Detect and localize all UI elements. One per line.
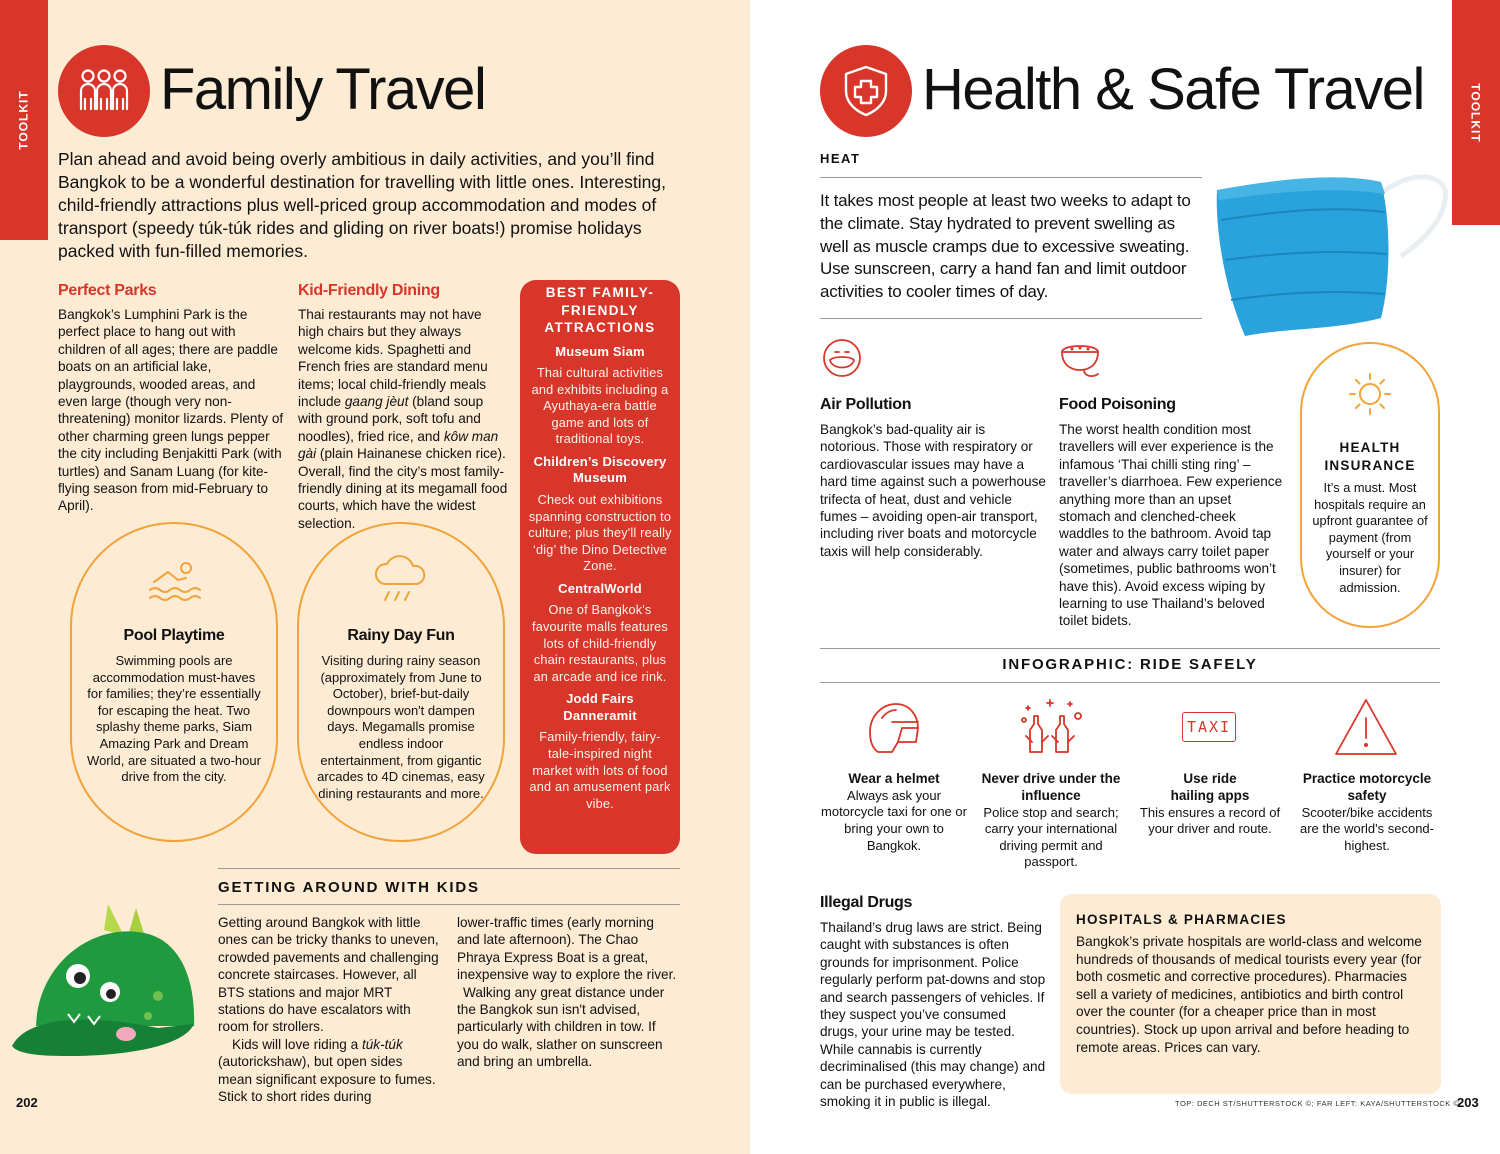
- heat-heading: HEAT: [820, 151, 861, 166]
- best-item-name: CentralWorld: [558, 580, 642, 596]
- air-pollution-text: Bangkok’s bad-quality air is notorious. Those with respiratory or cardiovascular issues may have a hard time against such a powerhouse trifecta of heat, dust and vehicle fumes – avoiding open-air transport, including river boats and motorcycle taxis will help considerably.: [820, 422, 1046, 559]
- hospitals-heading: HOSPITALS & PHARMACIES: [1076, 912, 1287, 927]
- divider: [218, 904, 680, 905]
- illegal-drugs-heading: Illegal Drugs: [820, 894, 913, 911]
- ride-item: [1292, 771, 1442, 854]
- best-item-text: Check out exhibitions spanning construction to culture; plus they'll really ‘dig’ the Dino Detective Zone.: [528, 492, 672, 574]
- parks-text: Bangkok’s Lumphini Park is the perfect place to hang out with children of all ages; there are paddle boats on an artificial lake, playgrounds, wooded areas, and even large (though very non-threatening) monitor lizards. Plenty of other charming green lungs pepper the city including Benjakitti Park (with turtles) and Sanam Luang (for kite-flying season from mid-February to April).: [58, 307, 284, 514]
- taxi-sign-icon: TAXI: [1182, 712, 1236, 742]
- ride-item: [1136, 771, 1284, 838]
- medical-shield-icon: [820, 45, 912, 137]
- best-item-text: One of Bangkok's favourite malls features lots of child-friendly chain restaurants, plus an arcade and ice rink.: [532, 603, 668, 684]
- ride-item-text: This ensures a record of your driver and route.: [1139, 804, 1281, 837]
- health-insurance-pill: [1300, 342, 1440, 628]
- page-number-right: 203: [1457, 1095, 1479, 1110]
- hospitals-text: Bangkok’s private hospitals are world-class and welcome hundreds of thousands of medical tourists every year (for both cosmetic and corrective procedures). Pharmacies sell a variety of medicines, antibiotics and birth control over the counter (for a cheaper price than in most countries). Stock up upon arrival and before heading to remote areas. Prices can vary.: [1076, 934, 1422, 1055]
- air-pollution-heading: Air Pollution: [820, 396, 912, 413]
- best-item: [528, 581, 672, 685]
- rainy-day-pill: [297, 522, 505, 842]
- heat-text: It takes most people at least two weeks to adapt to the climate. Stay hydrated to prevent swelling as well as muscle cramps due to excessive sweating. Use sunscreen, carry a hand fan and limit outdoor activities to cooler times of day.: [820, 191, 1191, 302]
- ride-item-text: Scooter/bike accidents are the world's second-highest.: [1300, 804, 1434, 853]
- family-icon: [58, 45, 150, 137]
- getting-around-paragraph: Kids will love riding a túk-túk (autorickshaw), but open sides mean significant exposure to fumes. Stick to short rides during: [218, 1036, 436, 1105]
- getting-around-paragraph: lower-traffic times (early morning and late afternoon). The Chao Phraya Express Boat is a great, inexpensive way to explore the river.: [457, 915, 677, 983]
- bowl-icon: [1058, 336, 1106, 385]
- toolkit-tab-right: [1452, 0, 1500, 225]
- pool-text: Swimming pools are accommodation must-haves for families; they’re essentially for escaping the heat. Two splashy theme parks, Siam Amazing Park and Dream World, are situated a two-hour drive from the city.: [87, 653, 261, 785]
- getting-around-heading: GETTING AROUND WITH KIDS: [218, 879, 480, 896]
- best-item-name: Museum Siam: [555, 343, 645, 359]
- helmet-icon: [862, 698, 922, 763]
- ride-item: [820, 771, 968, 854]
- pool-playtime-pill: [70, 522, 278, 842]
- ride-item-title: Practice motorcycle safety: [1302, 771, 1432, 803]
- face-mask-person-icon: [820, 336, 864, 385]
- dining-text: Thai restaurants may not have high chairs but they always welcome kids. Spaghetti and French fries are standard menu items; local child-friendly meals include gaang jèut (bland soup with ground pork, soft tofu and noodles), fried rice, and kôw man gài (plain Hainanese chicken rice). Overall, find the city’s most family-friendly dining at its megamall food courts, which have the widest selection.: [298, 307, 508, 531]
- dino-cap-image: [8, 896, 208, 1086]
- best-attractions-box: [520, 280, 680, 854]
- best-item: [528, 691, 672, 812]
- illegal-drugs-text: Thailand’s drug laws are strict. Being caught with substances is often grounds for imprisonment. Police regularly perform pat-downs and stop and search passengers of vehicles. If they suspect you’ve consumed drugs, your urine may be tested. While cannabis is currently decriminalised (this may change) and can be purchased everywhere, smoking it in public is illegal.: [820, 920, 1046, 1110]
- toolkit-tab-label: TOOLKIT: [17, 90, 32, 150]
- face-mask-image: [1205, 160, 1455, 355]
- hospitals-box: [1060, 894, 1441, 1094]
- page-number-left: 202: [16, 1095, 38, 1110]
- food-poisoning-text: The worst health condition most travellers will ever experience is the infamous ‘Thai chilli sting ring’ – traveller’s diarrhoea. Few experience anything more than an upset stomach and clenched-cheek waddles to the bathroom. Avoid tap water and always carry toilet paper (sometimes, public bathrooms won’t have this). Avoid excess wiping by learning to use Thailand’s beloved toilet bidets.: [1059, 422, 1283, 629]
- best-item-text: Family-friendly, fairy-tale-inspired night market with lots of food and an amusement park vibe.: [529, 730, 671, 811]
- rainy-heading: Rainy Day Fun: [347, 627, 455, 644]
- divider: [820, 177, 1202, 178]
- sun-icon: [1346, 370, 1394, 423]
- ride-item-title: Never drive under the influence: [981, 771, 1121, 803]
- drinks-icon: [1020, 696, 1084, 763]
- toolkit-tab-label: TOOLKIT: [1469, 82, 1484, 143]
- ride-item-text: Police stop and search; carry your international driving permit and passport.: [983, 804, 1119, 870]
- getting-around-paragraph: Getting around Bangkok with little ones can be tricky thanks to uneven, crowded pavements and challenging concrete staircases. However, all BTS stations and major MRT stations do have escalators with room for strollers.: [218, 915, 439, 1035]
- page-title-health: Health & Safe Travel: [922, 57, 1424, 122]
- food-poisoning-heading: Food Poisoning: [1059, 396, 1176, 413]
- ride-item-title: Use ride hailing apps: [1170, 771, 1250, 803]
- divider: [820, 648, 1440, 649]
- photo-credit: TOP: DECH ST/SHUTTERSTOCK ©; FAR LEFT: KAYA/SHUTTERSTOCK ©: [1175, 1099, 1460, 1108]
- divider: [820, 682, 1440, 683]
- best-item-name: Jodd Fairs Danneramit: [563, 691, 637, 723]
- best-item-text: Thai cultural activities and exhibits including a Ayuthaya-era battle game and lots of traditional toys.: [531, 366, 669, 447]
- swimmer-icon: [146, 556, 206, 611]
- divider: [820, 318, 1202, 319]
- insurance-text: It’s a must. Most hospitals require an upfront guarantee of payment (from yourself or your insurer) for admission.: [1312, 480, 1428, 595]
- page-title-family-travel: Family Travel: [160, 57, 486, 122]
- getting-around-col2: [457, 914, 680, 1071]
- ride-item-title: Wear a helmet: [848, 771, 940, 786]
- best-item: [528, 344, 672, 448]
- parks-heading: Perfect Parks: [58, 282, 157, 299]
- best-item-name: Children’s Discovery Museum: [533, 453, 667, 486]
- right-page: [750, 0, 1500, 1154]
- infographic-heading: INFOGRAPHIC: RIDE SAFELY: [1002, 656, 1258, 673]
- toolkit-tab-left: [0, 0, 48, 240]
- divider: [218, 868, 680, 869]
- insurance-heading: HEALTH INSURANCE: [1324, 440, 1416, 473]
- warning-icon: [1334, 696, 1398, 763]
- dining-heading: Kid-Friendly Dining: [298, 282, 440, 299]
- rain-cloud-icon: [371, 550, 431, 613]
- best-attractions-heading: BEST FAMILY-FRIENDLY ATTRACTIONS: [544, 285, 656, 335]
- getting-around-paragraph: Walking any great distance under the Bangkok sun isn't advised, particularly with children in tow. If you do walk, slather on sunscreen and bring an umbrella.: [457, 984, 665, 1070]
- pool-heading: Pool Playtime: [123, 627, 225, 644]
- best-item: [528, 454, 672, 575]
- rainy-text: Visiting during rainy season (approximately from June to October), brief-but-daily downpours won't dampen days. Megamalls promise endless indoor entertainment, from gigantic arcades to 4D cinemas, easy dining restaurants and more.: [317, 653, 485, 801]
- getting-around-col1: [218, 914, 440, 1105]
- ride-item: [976, 771, 1126, 871]
- ride-item-text: Always ask your motorcycle taxi for one or bring your own to Bangkok.: [821, 787, 967, 853]
- intro-paragraph: Plan ahead and avoid being overly ambitious in daily activities, and you’ll find Bangkok to be a wonderful destination for travelling with little ones. Interesting, child-friendly attractions plus well-priced group accommodation and modes of transport (speedy túk-túk rides and gliding on river boats!) promise holidays packed with fun-filled memories.: [58, 149, 666, 261]
